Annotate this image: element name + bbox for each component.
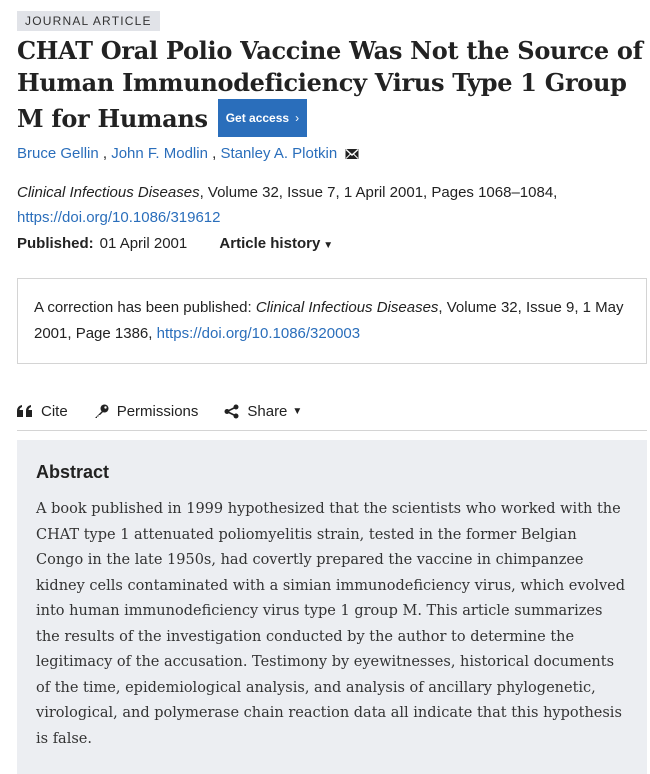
- author-link[interactable]: Bruce Gellin: [17, 145, 99, 162]
- doi-link[interactable]: https://doi.org/10.1086/319612: [17, 209, 221, 226]
- caret-down-icon: ▼: [292, 405, 303, 417]
- permissions-label: Permissions: [116, 402, 199, 420]
- get-access-label: Get access: [225, 111, 290, 125]
- correction-journal: Clinical Infectious Diseases: [255, 299, 439, 316]
- chevron-right-icon: ›: [295, 111, 300, 125]
- caret-down-icon: ▼: [323, 240, 334, 251]
- author-link[interactable]: Stanley A. Plotkin: [220, 145, 338, 162]
- envelope-icon[interactable]: [345, 147, 359, 164]
- author-list: [17, 145, 647, 164]
- published-date: 01 April 2001: [99, 235, 188, 252]
- article-type-badge: JOURNAL ARTICLE: [17, 11, 160, 31]
- share-label: Share: [247, 402, 288, 420]
- citation: [17, 180, 647, 230]
- published-label: Published:: [17, 235, 94, 252]
- article-history-label: Article history: [219, 235, 321, 252]
- abstract-heading: Abstract: [36, 462, 110, 482]
- author-separator: ,: [207, 145, 221, 162]
- correction-doi-link[interactable]: https://doi.org/10.1086/320003: [156, 325, 361, 342]
- article-header: [17, 11, 647, 774]
- author-separator: ,: [98, 145, 112, 162]
- cite-button[interactable]: [17, 403, 68, 420]
- article-history-toggle[interactable]: [219, 235, 333, 252]
- permissions-button[interactable]: [94, 403, 199, 420]
- cite-label: Cite: [41, 402, 68, 420]
- article-title-text: CHAT Oral Polio Vaccine Was Not the Source of Human Immunodeficiency Virus Type 1 Group M for Humans: [17, 36, 643, 133]
- citation-details: , Volume 32, Issue 7, 1 April 2001, Pages 1068–1084,: [199, 184, 558, 201]
- author-link[interactable]: John F. Modlin: [111, 145, 208, 162]
- article-title: [17, 35, 647, 137]
- publication-info: [17, 232, 647, 258]
- key-icon: [94, 404, 109, 419]
- correction-details: , Volume 32, Issue 9, 1 May 2001, Page 1386,: [34, 299, 624, 342]
- correction-notice: [17, 278, 647, 364]
- get-access-button[interactable]: [218, 99, 307, 137]
- article-tools: [17, 392, 647, 431]
- correction-prefix: A correction has been published:: [34, 299, 256, 316]
- journal-name: Clinical Infectious Diseases: [17, 184, 200, 201]
- abstract-section: [17, 440, 647, 774]
- share-button[interactable]: [224, 403, 302, 420]
- quote-icon: [17, 405, 33, 417]
- abstract-text: A book published in 1999 hypothesized that the scientists who worked with the CHAT type 1 attenuated poliomyelitis strain, tested in the former Belgian Congo in the late 1950s, had covertly prepared the vaccine in chimpanzee kidney cells contaminated with a simian immunodeficiency virus, which evolved into human immunodeficiency virus type 1 group M. This article summarizes the results of the investigation conducted by the author to determine the legitimacy of the accusation. Testimony by eyewitnesses, historical documents of the time, epidemiological analysis, and analysis of ancillary phylogenetic, virological, and polymerase chain reaction data all indicate that this hypothesis is false.: [36, 501, 626, 747]
- share-icon: [224, 404, 239, 419]
